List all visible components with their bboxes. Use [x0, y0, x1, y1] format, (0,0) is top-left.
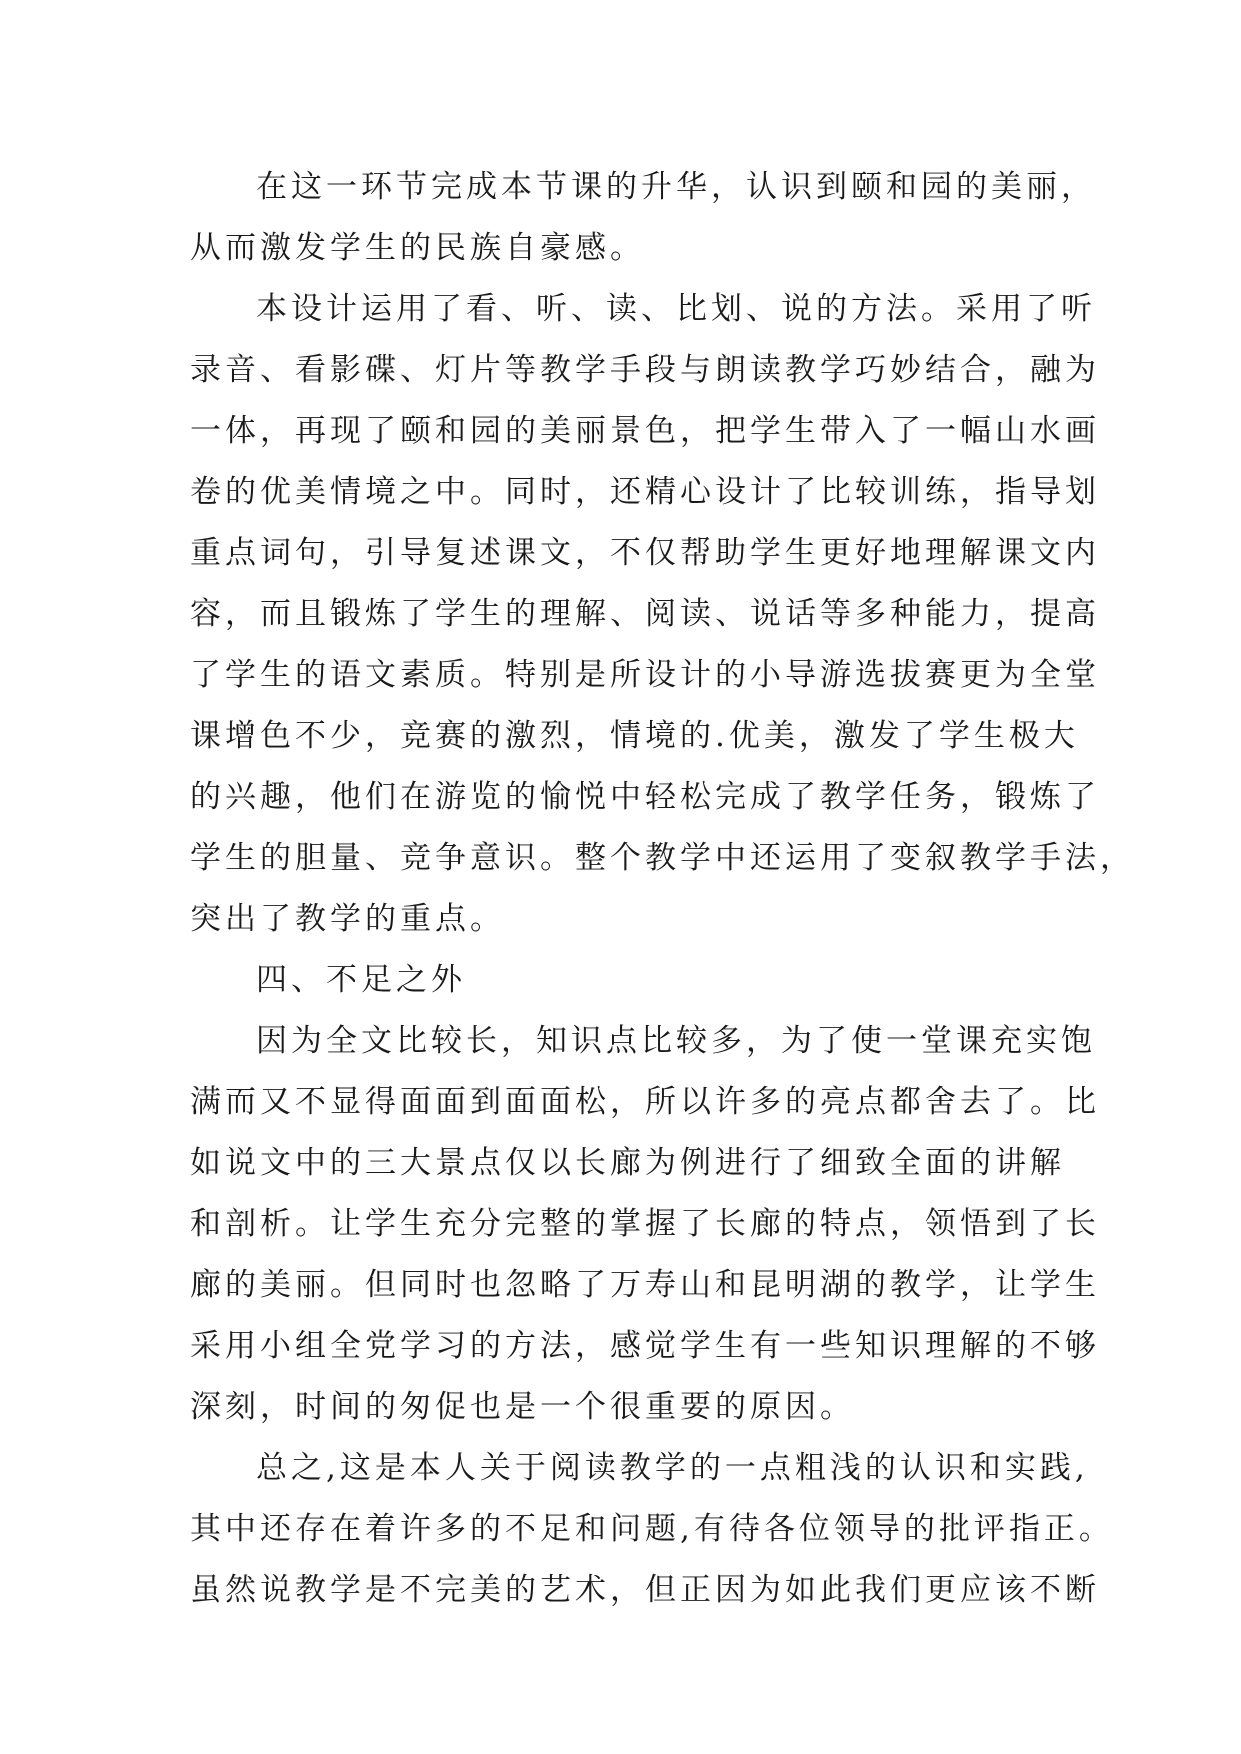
- text-line: 在这一环节完成本节课的升华，认识到颐和园的美丽，: [256, 169, 1096, 205]
- text-line: 如说文中的三大景点仅以长廊为例进行了细致全面的讲解: [190, 1145, 1065, 1181]
- text-line: 一体，再现了颐和园的美丽景色，把学生带入了一幅山水画: [190, 413, 1100, 449]
- text-line: 采用小组全党学习的方法，感觉学生有一些知识理解的不够: [190, 1328, 1100, 1364]
- text-line: 重点词句，引导复述课文，不仅帮助学生更好地理解课文内: [190, 535, 1100, 571]
- text-line: 学生的胆量、竞争意识。整个教学中还运用了变叙教学手法，: [190, 840, 1135, 876]
- text-line: 了学生的语文素质。特别是所设计的小导游选拔赛更为全堂: [190, 657, 1100, 693]
- text-line: 因为全文比较长，知识点比较多，为了使一堂课充实饱: [256, 1023, 1096, 1059]
- text-line: 课增色不少，竞赛的激烈，情境的.优美，激发了学生极大: [190, 718, 1079, 754]
- text-line: 深刻，时间的匆促也是一个很重要的原因。: [190, 1389, 855, 1425]
- text-line: 和剖析。让学生充分完整的掌握了长廊的特点，领悟到了长: [190, 1206, 1100, 1242]
- text-line: 本设计运用了看、听、读、比划、说的方法。采用了听: [256, 291, 1096, 327]
- document-body: [190, 157, 1135, 1621]
- text-line: 廊的美丽。但同时也忽略了万寿山和昆明湖的教学，让学生: [190, 1267, 1100, 1303]
- text-line: 总之,这是本人关于阅读教学的一点粗浅的认识和实践,: [256, 1450, 1089, 1486]
- text-line: 卷的优美情境之中。同时，还精心设计了比较训练，指导划: [190, 474, 1100, 510]
- text-line: 从而激发学生的民族自豪感。: [190, 230, 645, 266]
- text-line: 虽然说教学是不完美的艺术，但正因为如此我们更应该不断: [190, 1572, 1100, 1608]
- text-line: 录音、看影碟、灯片等教学手段与朗读教学巧妙结合，融为: [190, 352, 1100, 388]
- text-line: 的兴趣，他们在游览的愉悦中轻松完成了教学任务，锻炼了: [190, 779, 1100, 815]
- text-line: 突出了教学的重点。: [190, 901, 505, 937]
- text-line: 四、不足之外: [256, 962, 466, 998]
- text-line: 满而又不显得面面到面面松，所以许多的亮点都舍去了。比: [190, 1084, 1100, 1120]
- text-line: 其中还存在着许多的不足和问题,有待各位领导的批评指正。: [190, 1511, 1114, 1547]
- text-line: 容，而且锻炼了学生的理解、阅读、说话等多种能力，提高: [190, 596, 1100, 632]
